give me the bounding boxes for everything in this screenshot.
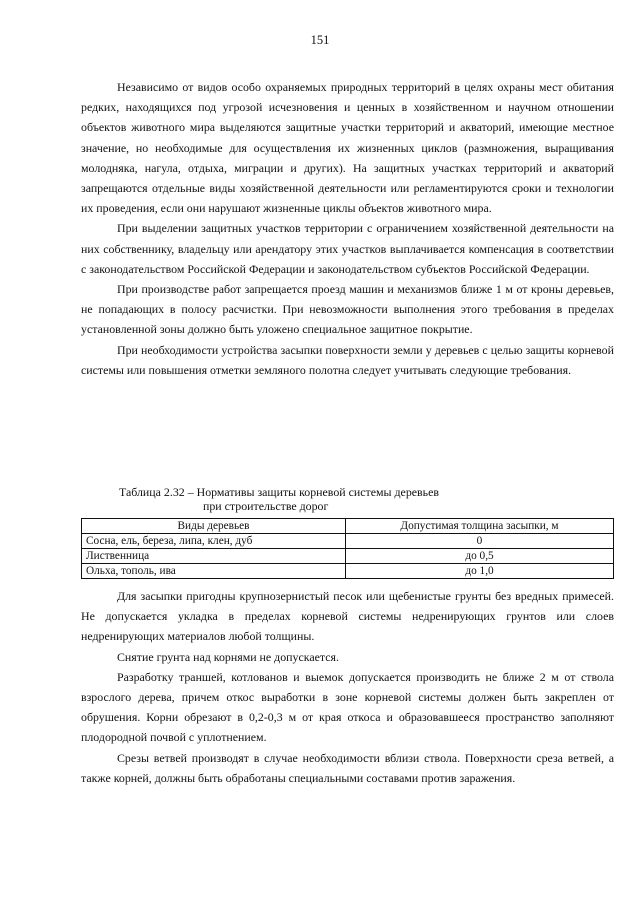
root-protection-table [81, 518, 614, 579]
table-cell-species: Сосна, ель, береза, липа, клен, дуб [82, 534, 346, 549]
table-row [82, 564, 614, 579]
table-header-tree-species: Виды деревьев [82, 519, 346, 534]
body-text-top [81, 77, 614, 380]
table-cell-species: Ольха, тополь, ива [82, 564, 346, 579]
table-header-fill-thickness: Допустимая толщина засыпки, м [346, 519, 614, 534]
paragraph: При производстве работ запрещается проезд машин и механизмов ближе 1 м от кроны деревьев, не попадающих в полосу расчистки. При невозможности выполнения этого требования в пределах установленной зоны должно быть уложено специальное защитное покрытие. [81, 282, 614, 337]
table-caption [119, 485, 599, 513]
paragraph: Разработку траншей, котлованов и выемок допускается производить не ближе 2 м от ствола взрослого дерева, причем откос выработки в зоне корневой системы должен быть закреплен от обрушения. Корни обрезают в 0,2-0,3 м от края откоса и образовавшееся пространство заполняют плодородной почвой с уплотнением. [81, 669, 614, 745]
paragraph: Срезы ветвей производят в случае необходимости вблизи ствола. Поверхности среза ветвей, а также корней, должны быть обработаны специальными составами против заражения. [81, 750, 614, 785]
table-row [82, 534, 614, 549]
paragraph: Снятие грунта над корнями не допускается. [117, 649, 339, 664]
paragraph: Для засыпки пригодны крупнозернистый песок или щебенистые грунты без вредных примесей. Не допускается укладка в пределах корневой системы недренирующих грунтов или слоев недренирующих материалов любой толщины. [81, 589, 614, 644]
table-header-row [82, 519, 614, 534]
table-caption-line2: при строительстве дорог [203, 499, 329, 513]
table-caption-line1: Таблица 2.32 – Нормативы защиты корневой системы деревьев [119, 485, 439, 499]
page-number: 151 [310, 33, 330, 47]
table-cell-thickness: 0 [346, 534, 614, 549]
table-cell-thickness: до 1,0 [346, 564, 614, 579]
table-cell-species: Лиственница [82, 549, 346, 564]
table-cell-thickness: до 0,5 [346, 549, 614, 564]
table-row [82, 549, 614, 564]
body-text-bottom [81, 586, 614, 788]
paragraph: При выделении защитных участков территории с ограничением хозяйственной деятельности на них собственнику, владельцу или арендатору этих участков выплачивается компенсация в соответствии с законодательством Российской Федерации и законодательством субъектов Российской Федерации. [81, 221, 614, 276]
paragraph: При необходимости устройства засыпки поверхности земли у деревьев с целью защиты корневой системы или повышения отметки земляного полотна следует учитывать следующие требования. [81, 342, 614, 377]
paragraph: Независимо от видов особо охраняемых природных территорий в целях охраны мест обитания редких, находящихся под угрозой исчезновения и ценных в хозяйственном и научном отношении объектов животного мира выделяются защитные участки территорий и акваторий, имеющие местное значение, но необходимые для осуществления их жизненных циклов (размножения, выращивания молодняка, нагула, отдыха, миграции и других). На защитных участках территорий и акваторий запрещаются отдельные виды хозяйственной деятельности или регламентируются сроки и технологии их проведения, если они нарушают жизненные циклы объектов животного мира. [81, 80, 614, 216]
